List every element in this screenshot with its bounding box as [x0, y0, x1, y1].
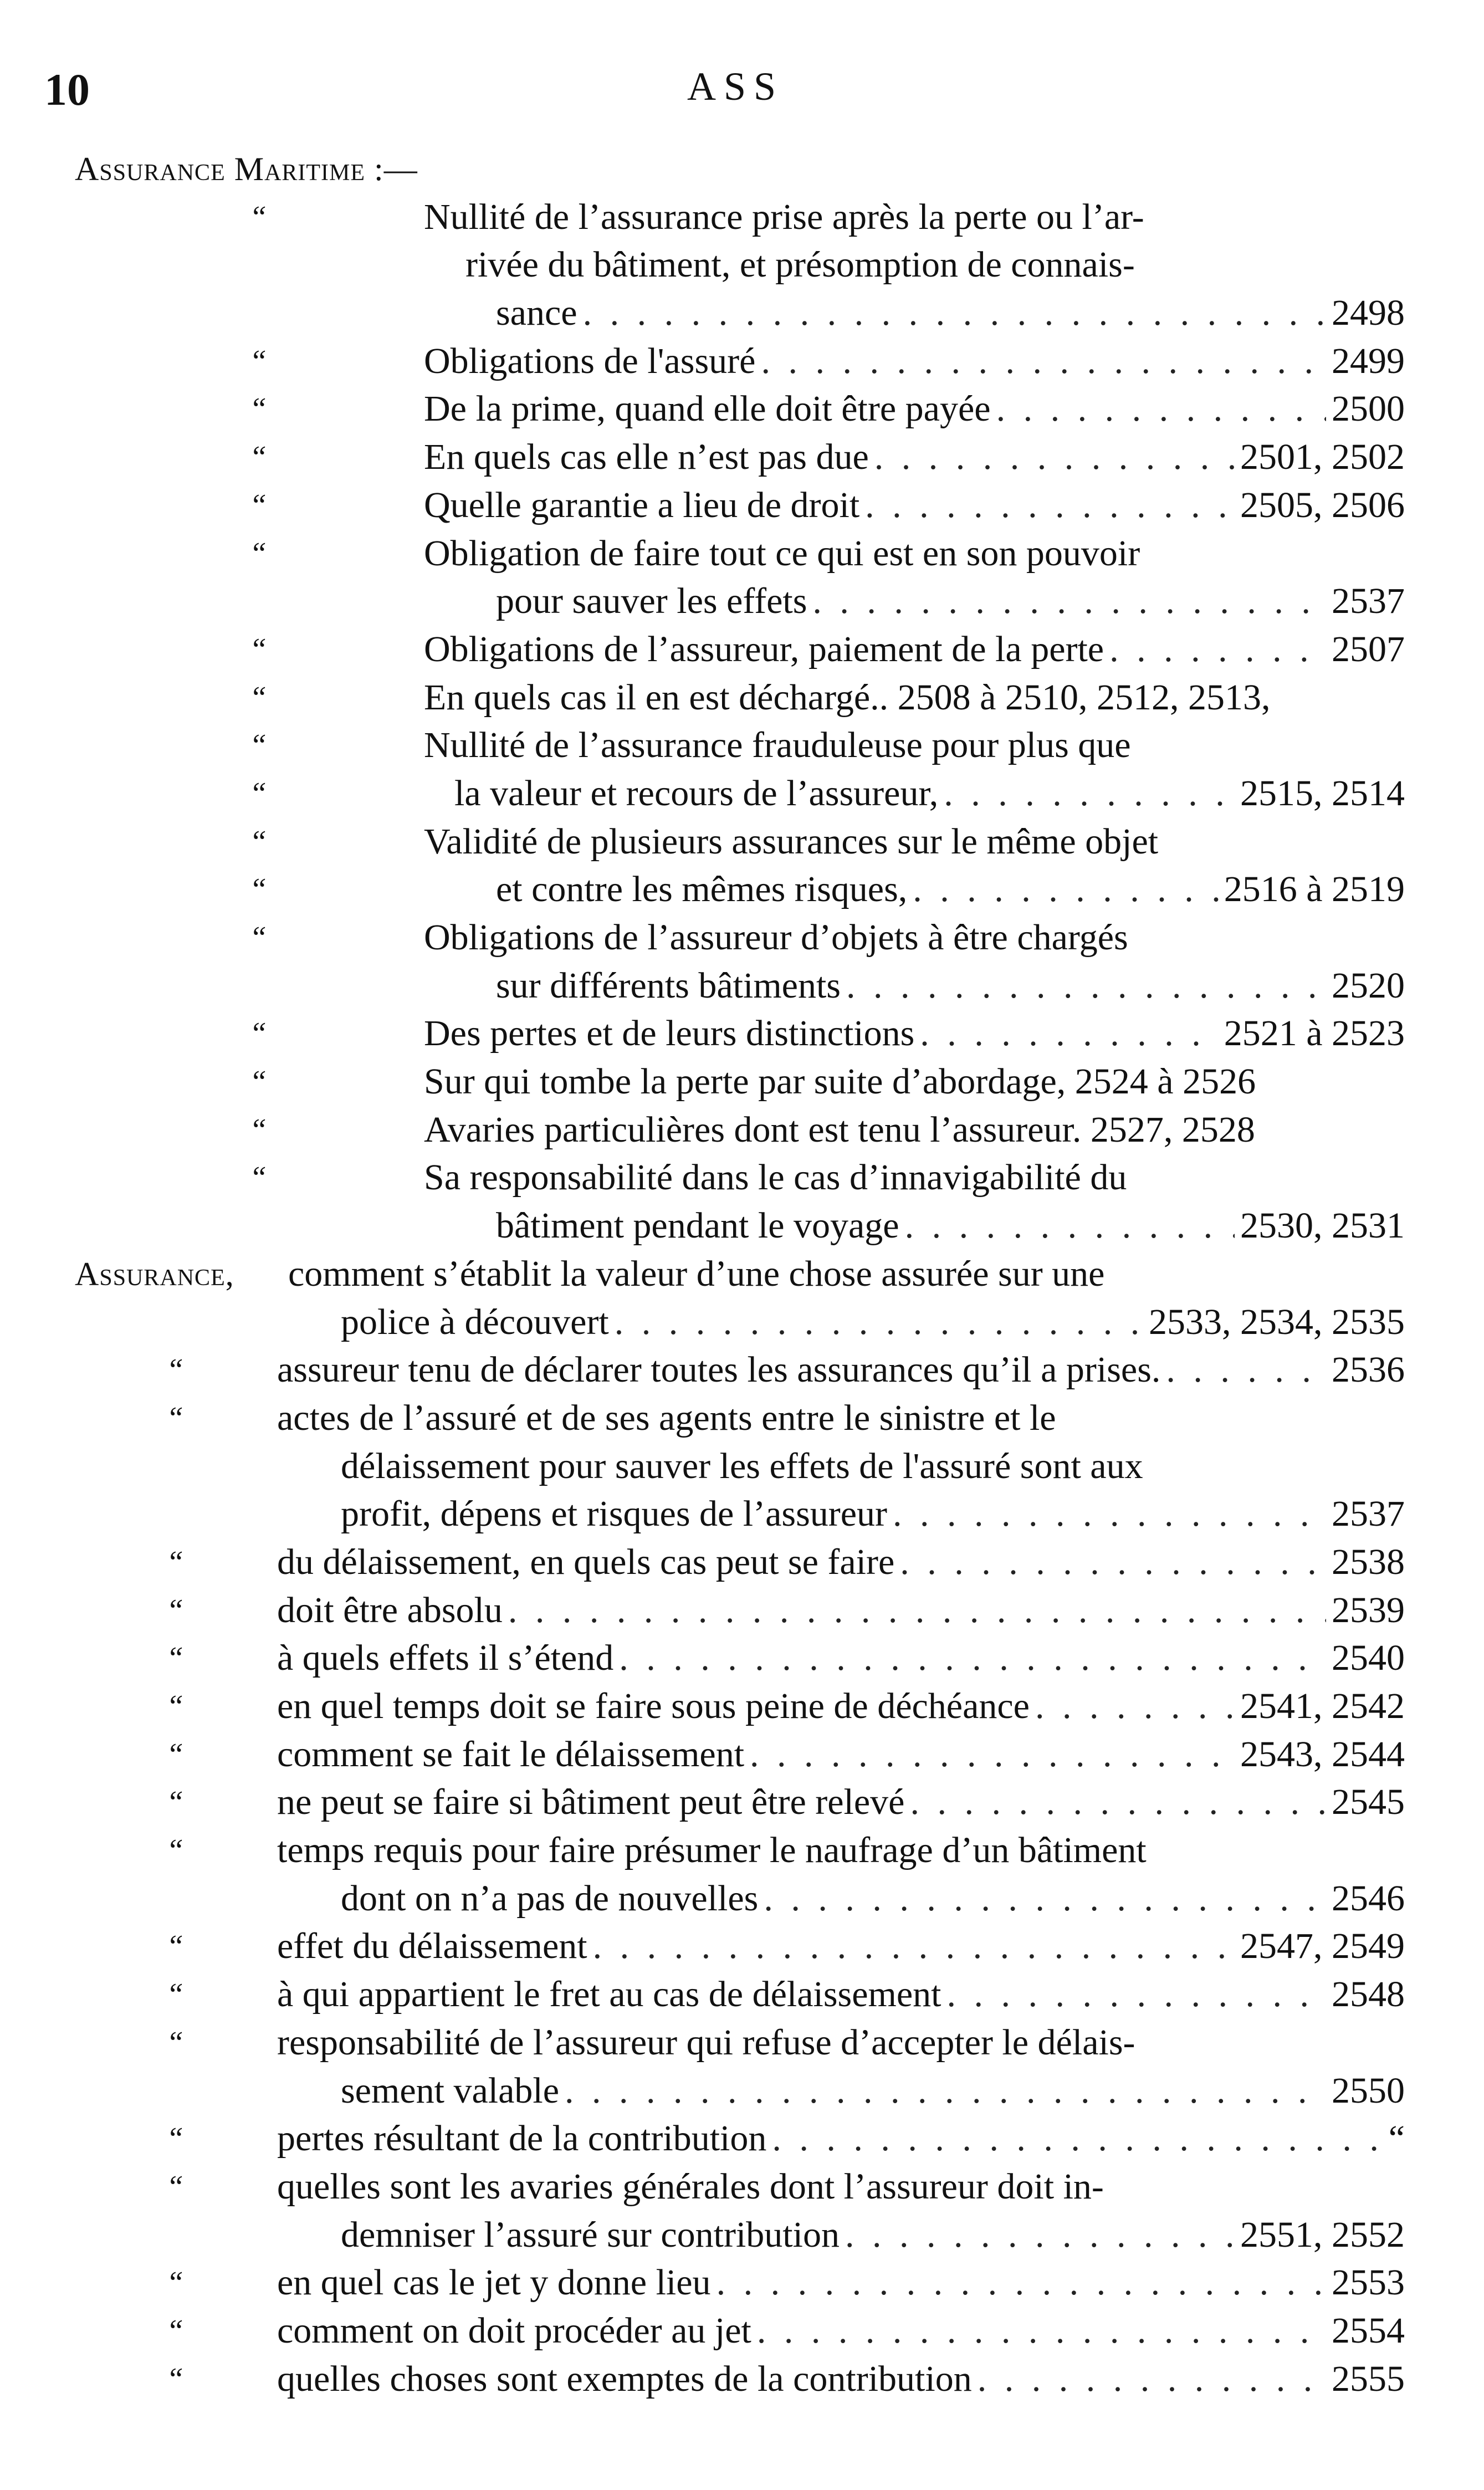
index-line	[0, 2163, 1484, 2211]
index-line	[0, 1778, 1484, 1827]
ditto-mark: “	[249, 488, 267, 523]
index-line	[0, 530, 1484, 578]
dot-leader	[757, 2307, 1326, 2355]
entry-text: Avaries particulières dont est tenu l’assureur. 2527, 2528	[424, 1109, 1255, 1150]
entry-text: demniser l’assuré sur contribution	[341, 2214, 840, 2255]
index-line	[0, 2211, 1484, 2259]
index-line	[0, 1058, 1484, 1106]
entry-with-leader	[341, 1298, 1405, 1347]
entry-text: assureur tenu de déclarer toutes les assurances qu’il a prises.	[277, 1349, 1161, 1390]
dot-leader	[593, 1923, 1235, 1971]
index-line	[0, 482, 1484, 530]
dot-leader	[865, 482, 1235, 530]
ditto-mark: “	[249, 632, 267, 667]
ditto-mark: “	[166, 1400, 184, 1435]
entry-text: en quel cas le jet y donne lieu	[277, 2262, 711, 2303]
entry-with-leader	[277, 1587, 1405, 1635]
index-line	[0, 289, 1484, 338]
ditto-mark: “	[166, 1785, 184, 1820]
entry-text: sement valable	[341, 2070, 560, 2111]
index-line	[0, 2115, 1484, 2163]
entry-text: Obligation de faire tout ce qui est en son pouvoir	[424, 533, 1140, 574]
reference-number: 2533, 2534, 2535	[1149, 1301, 1405, 1342]
entry-with-leader	[277, 1538, 1405, 1587]
entry-with-leader	[277, 1683, 1405, 1731]
index-line	[0, 1154, 1484, 1202]
index-line	[0, 1923, 1484, 1971]
reference-number: 2555	[1332, 2358, 1405, 2399]
dot-leader	[1035, 1683, 1235, 1731]
reference-number: 2515, 2514	[1240, 773, 1405, 814]
index-line	[0, 866, 1484, 914]
entry-with-leader	[277, 2355, 1405, 2404]
entry-with-leader	[496, 866, 1405, 914]
entry-text: du délaissement, en quels cas peut se faire	[277, 1541, 895, 1582]
entry-with-leader	[341, 1490, 1405, 1538]
ditto-mark: “	[249, 440, 267, 475]
dot-leader	[996, 385, 1326, 433]
entry-text: comment s’établit la valeur d’une chose assurée sur une	[288, 1253, 1105, 1294]
reference-number: 2505, 2506	[1240, 484, 1405, 525]
entry-with-leader	[277, 1778, 1405, 1827]
index-line	[0, 193, 1484, 242]
entry-text: Obligations de l'assuré	[424, 340, 756, 381]
entry-text: temps requis pour faire présumer le naufrage d’un bâtiment	[277, 1830, 1147, 1871]
index-line	[0, 241, 1484, 289]
section-heading-line	[0, 1250, 1484, 1298]
ditto-mark: “	[166, 1977, 184, 2012]
index-line	[0, 818, 1484, 866]
ditto-mark: “	[249, 1016, 267, 1051]
dot-leader	[583, 289, 1326, 338]
entry-with-leader	[277, 1634, 1405, 1683]
entry-with-leader	[277, 2307, 1405, 2355]
dot-leader	[717, 2259, 1326, 2307]
ditto-mark: “	[166, 1929, 184, 1964]
dot-leader	[565, 2067, 1326, 2115]
index-line	[0, 2307, 1484, 2355]
reference-number: 2553	[1332, 2262, 1405, 2303]
entry-text: à qui appartient le fret au cas de délaissement	[277, 1974, 941, 2015]
entry-with-leader	[496, 289, 1405, 338]
ditto-mark: “	[166, 1641, 184, 1676]
index-line	[0, 626, 1484, 674]
entry-with-leader	[424, 433, 1405, 482]
ditto-mark: “	[249, 872, 267, 907]
entry-with-leader	[341, 2211, 1405, 2259]
section-heading: Assurance Maritime :—	[75, 151, 418, 187]
index-line	[0, 1827, 1484, 1875]
index-line	[0, 962, 1484, 1010]
dot-leader	[946, 1971, 1326, 2019]
entry-with-leader	[454, 770, 1405, 818]
index-line	[0, 1875, 1484, 1923]
reference-number: 2537	[1332, 581, 1405, 622]
reference-number: 2507	[1332, 628, 1405, 669]
entry-with-leader	[341, 1875, 1405, 1923]
ditto-mark: “	[249, 200, 267, 234]
section-heading: Assurance,	[75, 1255, 234, 1292]
entry-text: rivée du bâtiment, et présomption de connais-	[465, 244, 1135, 285]
dot-leader	[764, 1875, 1326, 1923]
reference-number: 2538	[1332, 1541, 1405, 1582]
ditto-mark: “	[166, 1833, 184, 1868]
index-line	[0, 1634, 1484, 1683]
ditto-mark: “	[249, 536, 267, 571]
ditto-mark: “	[166, 1353, 184, 1388]
index-line	[0, 722, 1484, 770]
reference-number: 2520	[1332, 965, 1405, 1006]
entry-text: Des pertes et de leurs distinctions	[424, 1013, 915, 1054]
dot-leader	[750, 1731, 1235, 1779]
entry-text: comment se fait le délaissement	[277, 1734, 745, 1775]
dot-leader	[920, 1010, 1218, 1058]
entry-text: ne peut se faire si bâtiment peut être relevé	[277, 1782, 905, 1823]
dot-leader	[913, 866, 1218, 914]
entry-text: sance	[496, 293, 577, 334]
index-line	[0, 914, 1484, 962]
dot-leader	[508, 1587, 1326, 1635]
entry-with-leader	[277, 1346, 1405, 1394]
dot-leader	[845, 2211, 1235, 2259]
dot-leader	[910, 1778, 1326, 1827]
dot-leader	[893, 1490, 1326, 1538]
entry-text: pour sauver les effets	[496, 581, 807, 622]
entry-with-leader	[424, 482, 1405, 530]
index-line	[0, 1443, 1484, 1491]
section-heading-line	[0, 145, 1484, 193]
index-line	[0, 1538, 1484, 1587]
entry-with-leader	[277, 1971, 1405, 2019]
entry-text: à quels effets il s’étend	[277, 1638, 614, 1679]
reference-number: 2546	[1332, 1878, 1405, 1919]
index-line	[0, 770, 1484, 818]
dot-leader	[1166, 1346, 1326, 1394]
page-number: 10	[44, 64, 90, 115]
entry-with-leader	[277, 1923, 1405, 1971]
entry-with-leader	[424, 338, 1405, 386]
entry-with-leader	[496, 577, 1405, 626]
entry-with-leader	[496, 962, 1405, 1010]
ditto-mark: “	[166, 1545, 184, 1579]
ditto-mark: “	[249, 728, 267, 763]
index-line	[0, 1731, 1484, 1779]
dot-leader	[615, 1298, 1143, 1347]
reference-number: 2551, 2552	[1240, 2214, 1405, 2255]
index-line	[0, 2019, 1484, 2067]
reference-number: 2521 à 2523	[1224, 1013, 1405, 1054]
ditto-mark: “	[166, 2169, 184, 2204]
reference-number: 2545	[1332, 1782, 1405, 1823]
reference-number: 2536	[1332, 1349, 1405, 1390]
entry-text: Validité de plusieurs assurances sur le même objet	[424, 821, 1159, 862]
entry-text: pertes résultant de la contribution	[277, 2118, 767, 2159]
dot-leader	[619, 1634, 1326, 1683]
dot-leader	[846, 962, 1326, 1010]
reference-number: 2554	[1332, 2310, 1405, 2351]
reference-number: 2539	[1332, 1589, 1405, 1630]
index-line	[0, 385, 1484, 433]
index-line	[0, 433, 1484, 482]
ditto-mark: “	[166, 2266, 184, 2300]
entry-text: profit, dépens et risques de l’assureur	[341, 1494, 888, 1535]
index-line	[0, 1298, 1484, 1347]
entry-text: Sa responsabilité dans le cas d’innavigabilité du	[424, 1157, 1127, 1198]
entry-text: doit être absolu	[277, 1589, 503, 1630]
reference-number: 2500	[1332, 388, 1405, 430]
ditto-mark: “	[249, 392, 267, 427]
dot-leader	[1109, 626, 1326, 674]
dot-leader	[900, 1538, 1326, 1587]
index-line	[0, 2355, 1484, 2404]
index-line	[0, 1683, 1484, 1731]
reference-number: 2540	[1332, 1638, 1405, 1679]
entry-text: bâtiment pendant le voyage	[496, 1205, 899, 1246]
index-line	[0, 1394, 1484, 1443]
reference-number: 2550	[1332, 2070, 1405, 2111]
entry-text: quelles choses sont exemptes de la contribution	[277, 2358, 972, 2399]
reference-number: 2499	[1332, 340, 1405, 381]
index-line	[0, 1010, 1484, 1058]
entry-text: responsabilité de l’assureur qui refuse d’accepter le délais-	[277, 2022, 1135, 2063]
entry-with-leader	[424, 385, 1405, 433]
entry-text: Nullité de l’assurance prise après la perte ou l’ar-	[424, 196, 1144, 237]
reference-number: 2516 à 2519	[1224, 869, 1405, 910]
reference-number: 2547, 2549	[1240, 1926, 1405, 1967]
entry-with-leader	[424, 626, 1405, 674]
reference-number: 2537	[1332, 1494, 1405, 1535]
entry-text: De la prime, quand elle doit être payée	[424, 388, 991, 430]
index-line	[0, 674, 1484, 722]
index-line	[0, 1106, 1484, 1154]
index-entries	[0, 145, 1484, 2403]
ditto-mark: “	[166, 2361, 184, 2396]
dot-leader	[761, 338, 1326, 386]
ditto-mark: “	[166, 1689, 184, 1724]
ditto-mark: “	[166, 2313, 184, 2348]
reference-number: 2501, 2502	[1240, 437, 1405, 478]
ditto-mark: “	[249, 680, 267, 715]
index-line	[0, 577, 1484, 626]
entry-text: la valeur et recours de l’assureur,	[454, 773, 939, 814]
ditto-mark: “	[249, 824, 267, 859]
running-head: ASS	[687, 64, 784, 109]
entry-text: Obligations de l’assureur, paiement de la perte	[424, 628, 1104, 669]
index-line	[0, 338, 1484, 386]
ditto-mark: “	[166, 2121, 184, 2156]
index-line	[0, 1587, 1484, 1635]
entry-text: Nullité de l’assurance frauduleuse pour plus que	[424, 725, 1131, 766]
entry-text: sur différents bâtiments	[496, 965, 841, 1006]
ditto-mark: “	[249, 776, 267, 811]
index-line	[0, 1346, 1484, 1394]
reference-number: 2498	[1332, 293, 1405, 334]
entry-text: actes de l’assuré et de ses agents entre le sinistre et le	[277, 1397, 1056, 1438]
entry-text: effet du délaissement	[277, 1926, 587, 1967]
ditto-mark: “	[166, 2025, 184, 2060]
index-line	[0, 1490, 1484, 1538]
reference-number: 2543, 2544	[1240, 1734, 1405, 1775]
entry-text: police à découvert	[341, 1301, 609, 1342]
ditto-mark: “	[166, 1737, 184, 1772]
entry-text: Obligations de l’assureur d’objets à être chargés	[424, 917, 1128, 958]
reference-number: “	[1388, 2118, 1405, 2159]
index-line	[0, 2259, 1484, 2307]
dot-leader	[772, 2115, 1383, 2163]
page-header	[0, 64, 1484, 125]
entry-text: Sur qui tombe la perte par suite d’abordage, 2524 à 2526	[424, 1061, 1256, 1102]
entry-text: délaissement pour sauver les effets de l'assuré sont aux	[341, 1445, 1143, 1486]
ditto-mark: “	[249, 921, 267, 955]
entry-text: dont on n’a pas de nouvelles	[341, 1878, 759, 1919]
index-line	[0, 1202, 1484, 1250]
entry-with-leader	[277, 2259, 1405, 2307]
dot-leader	[905, 1202, 1235, 1250]
entry-text: En quels cas il en est déchargé.. 2508 à 2510, 2512, 2513,	[424, 677, 1271, 718]
ditto-mark: “	[249, 1065, 267, 1100]
entry-text: en quel temps doit se faire sous peine de déchéance	[277, 1686, 1030, 1726]
entry-with-leader	[341, 2067, 1405, 2115]
entry-with-leader	[277, 2115, 1405, 2163]
entry-text: Quelle garantie a lieu de droit	[424, 484, 860, 525]
ditto-mark: “	[249, 344, 267, 379]
index-line	[0, 1971, 1484, 2019]
dot-leader	[812, 577, 1326, 626]
dot-leader	[874, 433, 1235, 482]
entry-with-leader	[424, 1010, 1405, 1058]
reference-number: 2548	[1332, 1974, 1405, 2015]
dot-leader	[944, 770, 1235, 818]
reference-number: 2530, 2531	[1240, 1205, 1405, 1246]
reference-number: 2541, 2542	[1240, 1686, 1405, 1726]
entry-text: comment on doit procéder au jet	[277, 2310, 751, 2351]
ditto-mark: “	[249, 1160, 267, 1195]
entry-text: quelles sont les avaries générales dont l’assureur doit in-	[277, 2166, 1104, 2207]
index-line	[0, 2067, 1484, 2115]
ditto-mark: “	[249, 1112, 267, 1147]
entry-with-leader	[277, 1731, 1405, 1779]
entry-text: et contre les mêmes risques,	[496, 869, 908, 910]
dot-leader	[978, 2355, 1326, 2404]
ditto-mark: “	[166, 1593, 184, 1628]
entry-with-leader	[496, 1202, 1405, 1250]
entry-text: En quels cas elle n’est pas due	[424, 437, 869, 478]
